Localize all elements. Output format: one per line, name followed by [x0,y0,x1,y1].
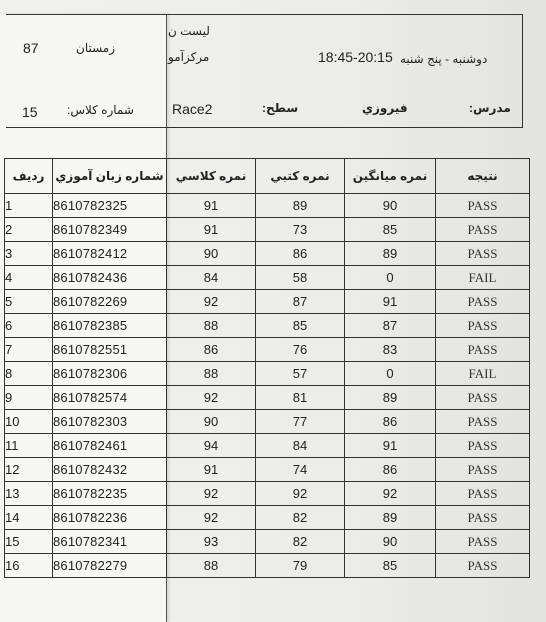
class-grade-cell: 88 [167,362,256,386]
class-days: دوشنبه - پنج شنبه [400,52,488,66]
class-grade-cell: 92 [167,482,256,506]
student-number-cell: 8610782349 [53,218,167,242]
table-row [5,506,530,530]
average-grade-cell: 91 [345,290,436,314]
written-grade-cell: 82 [256,530,345,554]
result-cell: PASS [436,386,530,410]
col-header-written-grade: نمره کتبي [256,159,345,194]
table-row [5,362,530,386]
written-grade-cell: 84 [256,434,345,458]
student-number-cell: 8610782236 [53,506,167,530]
class-grade-cell: 94 [167,434,256,458]
class-grade-cell: 91 [167,218,256,242]
table-row [5,386,530,410]
written-grade-cell: 92 [256,482,345,506]
class-time: 18:45-20:15 [318,49,393,65]
level-label: سطح: [262,101,299,115]
row-number-cell: 8 [5,362,53,386]
average-grade-cell: 86 [345,458,436,482]
result-cell: PASS [436,530,530,554]
student-number-cell: 8610782385 [53,314,167,338]
written-grade-cell: 79 [256,554,345,578]
average-grade-cell: 85 [345,554,436,578]
average-grade-cell: 83 [345,338,436,362]
row-number-cell: 10 [5,410,53,434]
result-cell: FAIL [436,266,530,290]
table-row [5,482,530,506]
average-grade-cell: 92 [345,482,436,506]
table-row [5,314,530,338]
student-number-cell: 8610782574 [53,386,167,410]
table-row [5,458,530,482]
student-number-cell: 8610782436 [53,266,167,290]
class-grade-cell: 90 [167,410,256,434]
class-grade-cell: 91 [167,194,256,218]
row-number-cell: 15 [5,530,53,554]
table-row [5,530,530,554]
class-grade-cell: 88 [167,314,256,338]
written-grade-cell: 86 [256,242,345,266]
row-number-cell: 2 [5,218,53,242]
student-number-cell: 8610782325 [53,194,167,218]
table-row [5,266,530,290]
written-grade-cell: 57 [256,362,345,386]
result-cell: PASS [436,554,530,578]
table-row [5,434,530,458]
average-grade-cell: 90 [345,530,436,554]
written-grade-cell: 77 [256,410,345,434]
student-number-cell: 8610782432 [53,458,167,482]
written-grade-cell: 74 [256,458,345,482]
row-number-cell: 1 [5,194,53,218]
written-grade-cell: 89 [256,194,345,218]
average-grade-cell: 0 [345,362,436,386]
class-grade-cell: 92 [167,290,256,314]
table-header-row [5,159,530,194]
student-number-cell: 8610782279 [53,554,167,578]
written-grade-cell: 58 [256,266,345,290]
row-number-cell: 5 [5,290,53,314]
class-grade-cell: 92 [167,506,256,530]
term-year: 87 [23,40,39,56]
class-number-label: شماره کلاس: [67,103,134,117]
written-grade-cell: 81 [256,386,345,410]
written-grade-cell: 87 [256,290,345,314]
table-row [5,218,530,242]
result-cell: FAIL [436,362,530,386]
student-number-cell: 8610782269 [53,290,167,314]
grades-table [4,158,530,578]
result-cell: PASS [436,290,530,314]
term-season: زمستان [76,41,116,55]
student-number-cell: 8610782412 [53,242,167,266]
average-grade-cell: 90 [345,194,436,218]
col-header-result: نتيجه [436,159,530,194]
average-grade-cell: 86 [345,410,436,434]
result-cell: PASS [436,458,530,482]
teacher-label: مدرس: [469,101,511,115]
result-cell: PASS [436,242,530,266]
average-grade-cell: 91 [345,434,436,458]
class-grade-cell: 93 [167,530,256,554]
result-cell: PASS [436,410,530,434]
row-number-cell: 11 [5,434,53,458]
result-cell: PASS [436,218,530,242]
class-grade-cell: 92 [167,386,256,410]
col-header-average-grade: نمره ميانگين [345,159,436,194]
row-number-cell: 9 [5,386,53,410]
result-cell: PASS [436,194,530,218]
list-title: لیست ن [168,24,210,38]
table-row [5,554,530,578]
student-number-cell: 8610782306 [53,362,167,386]
average-grade-cell: 89 [345,506,436,530]
result-cell: PASS [436,434,530,458]
student-number-cell: 8610782551 [53,338,167,362]
table-row [5,194,530,218]
row-number-cell: 16 [5,554,53,578]
row-number-cell: 13 [5,482,53,506]
result-cell: PASS [436,314,530,338]
center-name: مرکزآمو [168,50,210,64]
class-number-value: 15 [22,104,38,120]
class-grade-cell: 84 [167,266,256,290]
col-header-student-number: شماره زبان آموزي [53,159,167,194]
average-grade-cell: 87 [345,314,436,338]
written-grade-cell: 85 [256,314,345,338]
written-grade-cell: 76 [256,338,345,362]
row-number-cell: 14 [5,506,53,530]
written-grade-cell: 73 [256,218,345,242]
average-grade-cell: 85 [345,218,436,242]
row-number-cell: 12 [5,458,53,482]
class-grade-cell: 88 [167,554,256,578]
result-cell: PASS [436,482,530,506]
result-cell: PASS [436,506,530,530]
row-number-cell: 6 [5,314,53,338]
student-number-cell: 8610782341 [53,530,167,554]
student-number-cell: 8610782303 [53,410,167,434]
class-grade-cell: 90 [167,242,256,266]
average-grade-cell: 89 [345,242,436,266]
col-header-class-grade: نمره کلاسي [167,159,256,194]
level-value: Race2 [172,101,213,117]
row-number-cell: 4 [5,266,53,290]
col-header-row-number: رديف [5,159,53,194]
table-row [5,290,530,314]
average-grade-cell: 89 [345,386,436,410]
teacher-name: فيروزي [362,101,408,115]
student-number-cell: 8610782461 [53,434,167,458]
table-row [5,338,530,362]
class-grade-cell: 86 [167,338,256,362]
row-number-cell: 3 [5,242,53,266]
student-number-cell: 8610782235 [53,482,167,506]
table-row [5,410,530,434]
row-number-cell: 7 [5,338,53,362]
table-row [5,242,530,266]
result-cell: PASS [436,338,530,362]
average-grade-cell: 0 [345,266,436,290]
written-grade-cell: 82 [256,506,345,530]
class-grade-cell: 91 [167,458,256,482]
